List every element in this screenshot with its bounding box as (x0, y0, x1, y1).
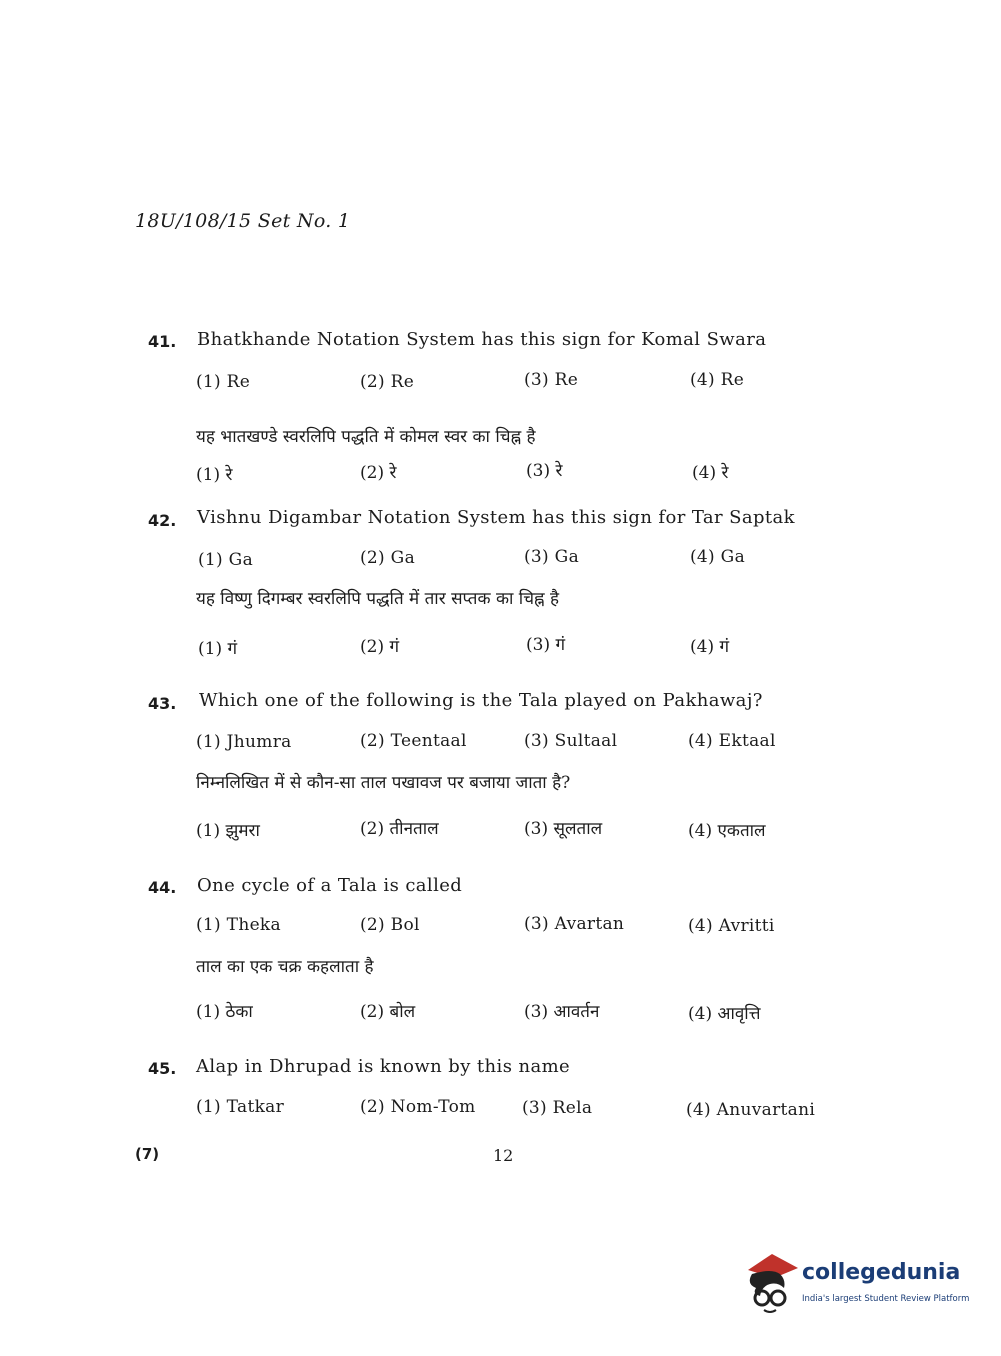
mascot-icon (742, 1248, 800, 1316)
option-2: (2) Re (360, 372, 415, 392)
option-2-hindi: (2) गं (360, 637, 400, 657)
option-1: (1) Re (196, 372, 251, 392)
option-4: (4) Re (690, 370, 745, 390)
option-3: (3) Sultaal (524, 731, 618, 751)
option-4-hindi: (4) गं (690, 637, 730, 657)
option-1-hindi: (1) रे (196, 465, 233, 485)
option-2: (2) Ga (360, 548, 415, 568)
option-4: (4) Avritti (688, 916, 775, 936)
option-1-hindi: (1) झुमरा (196, 821, 260, 841)
option-1: (1) Tatkar (196, 1097, 285, 1117)
option-1: (1) Ga (198, 550, 253, 570)
option-2-hindi: (2) रे (360, 463, 397, 483)
option-3-hindi: (3) रे (526, 461, 563, 481)
option-4: (4) Ga (690, 547, 745, 567)
question-number: 42. (148, 511, 177, 530)
question-text: Alap in Dhrupad is known by this name (196, 1056, 571, 1077)
option-3-hindi: (3) आवर्तन (524, 1002, 600, 1022)
option-3: (3) Re (524, 370, 579, 390)
question-text-hindi: ताल का एक चक्र कहलाता है (196, 957, 374, 977)
option-3: (3) Rela (522, 1098, 593, 1118)
logo-tagline: India's largest Student Review Platform (802, 1294, 970, 1304)
question-text-hindi: निम्नलिखित में से कौन-सा ताल पखावज पर बजाया जाता है? (196, 773, 571, 793)
option-2: (2) Bol (360, 915, 420, 935)
option-3: (3) Avartan (524, 914, 625, 934)
option-4-hindi: (4) एकताल (688, 821, 766, 841)
question-text: Bhatkhande Notation System has this sign for Komal Swara (197, 329, 767, 350)
question-text: One cycle of a Tala is called (197, 875, 463, 896)
option-3-hindi: (3) गं (526, 635, 566, 655)
option-2-hindi: (2) बोल (360, 1002, 416, 1022)
option-3-hindi: (3) सूलताल (524, 819, 603, 839)
question-number: 41. (148, 332, 177, 351)
option-4: (4) Anuvartani (686, 1100, 816, 1120)
option-4: (4) Ektaal (688, 731, 776, 751)
option-2: (2) Nom-Tom (360, 1097, 476, 1117)
option-2: (2) Teentaal (360, 731, 467, 751)
option-3: (3) Ga (524, 547, 579, 567)
option-4-hindi: (4) रे (692, 463, 729, 483)
question-number: 43. (148, 694, 177, 713)
question-text: Vishnu Digambar Notation System has this sign for Tar Saptak (197, 507, 795, 528)
question-text: Which one of the following is the Tala played on Pakhawaj? (199, 690, 763, 711)
question-number: 45. (148, 1059, 177, 1078)
page-number: 12 (493, 1146, 514, 1165)
option-1: (1) Theka (196, 915, 281, 935)
question-number: 44. (148, 878, 177, 897)
question-text-hindi: यह विष्णु दिगम्बर स्वरलिपि पद्धति में तार सप्तक का चिह्न है (196, 589, 560, 609)
option-2-hindi: (2) तीनताल (360, 819, 439, 839)
option-1-hindi: (1) ठेका (196, 1002, 253, 1022)
option-1: (1) Jhumra (196, 732, 292, 752)
document-code: 18U/108/15 Set No. 1 (135, 210, 351, 232)
question-text-hindi: यह भातखण्डे स्वरलिपि पद्धति में कोमल स्वर का चिह्न है (196, 427, 536, 447)
option-4-hindi: (4) आवृत्ति (688, 1004, 761, 1024)
footer-code: (7) (135, 1145, 160, 1163)
collegedunia-logo (742, 1248, 974, 1320)
logo-name: collegedunia (802, 1260, 961, 1285)
option-1-hindi: (1) गं (198, 639, 238, 659)
